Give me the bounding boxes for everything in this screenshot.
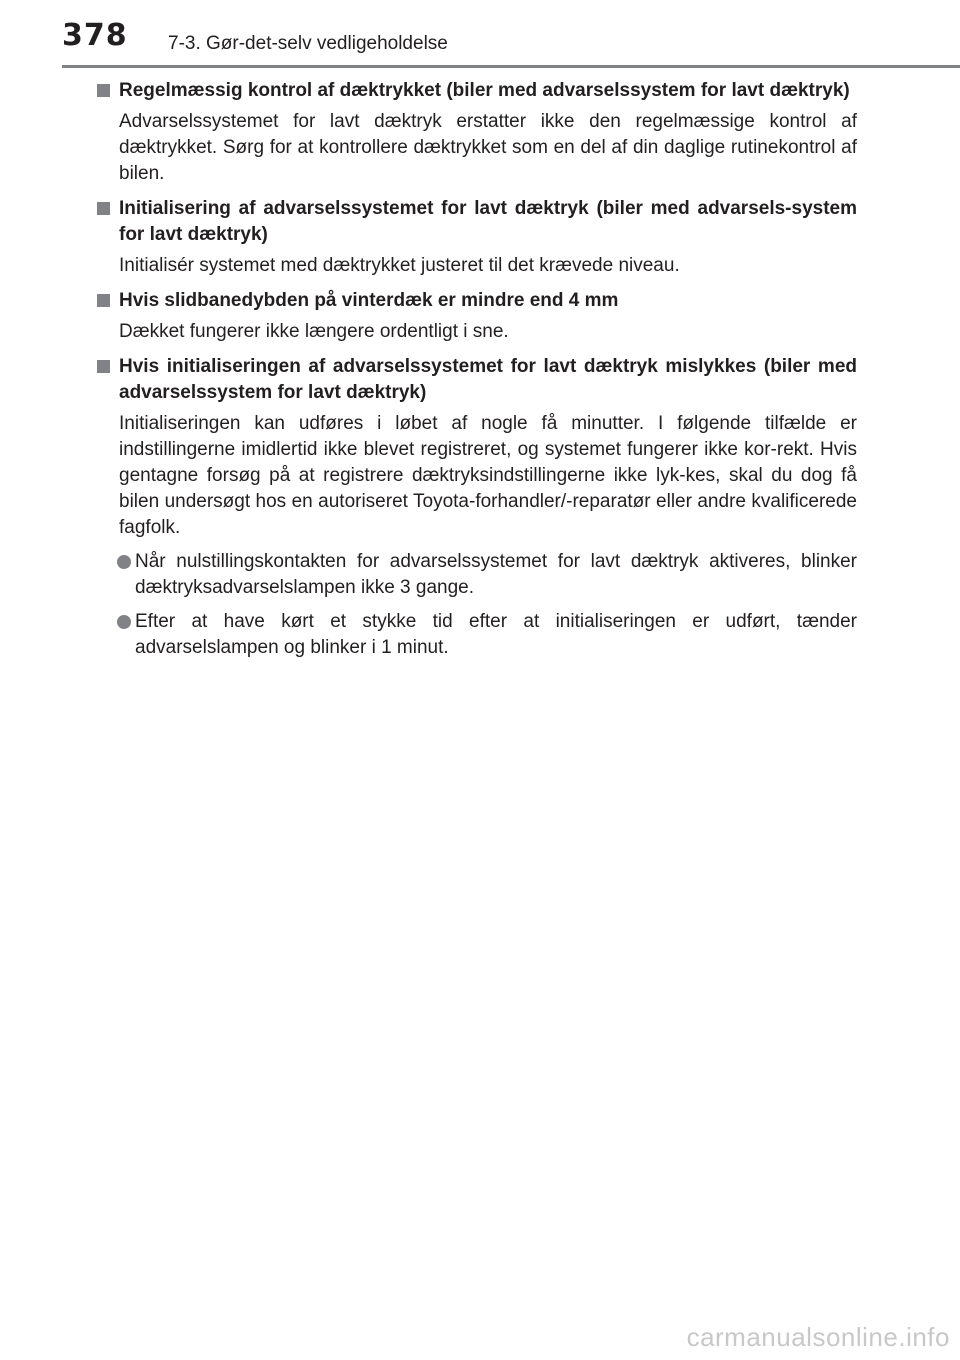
section-tire-pressure-check bbox=[95, 78, 857, 187]
section-title: 7-3. Gør-det-selv vedligeholdelse bbox=[168, 33, 448, 54]
list-item bbox=[95, 549, 857, 601]
section-heading-text: Hvis slidbanedybden på vinterdæk er mindre end 4 mm bbox=[119, 290, 619, 311]
square-bullet-icon bbox=[97, 294, 110, 307]
section-body: Initialiseringen kan udføres i løbet af nogle få minutter. I følgende tilfælde er indstillingerne imidlertid ikke blevet registreret, og systemet fungerer ikke kor-rekt. Hvis gentagne forsøg på at registrere dæktryksindstillingerne ikke lyk-kes, skal du dog få bilen undersøgt hos en autoriseret Toyota-forhandler/-reparatør eller andre kvalificerede fagfolk. bbox=[119, 413, 857, 538]
square-bullet-icon bbox=[97, 202, 110, 215]
section-heading-text: Regelmæssig kontrol af dæktrykket (biler med advarselssystem for lavt dæktryk) bbox=[119, 80, 850, 101]
square-bullet-icon bbox=[97, 360, 110, 373]
section-initialisation-failure bbox=[95, 354, 857, 661]
section-heading bbox=[95, 196, 857, 248]
list-item bbox=[95, 609, 857, 661]
circle-bullet-icon bbox=[117, 555, 131, 569]
page-content bbox=[95, 78, 857, 670]
watermark: carmanualsonline.info bbox=[686, 1322, 950, 1352]
header-rule bbox=[62, 65, 960, 68]
section-heading-text: Hvis initialiseringen af advarselssystemet for lavt dæktryk mislykkes (biler med advarselssystem for lavt dæktryk) bbox=[119, 356, 857, 403]
section-heading-text: Initialisering af advarselssystemet for lavt dæktryk (biler med advarsels-system for lavt dæktryk) bbox=[119, 198, 857, 245]
circle-bullet-icon bbox=[117, 615, 131, 629]
section-heading bbox=[95, 288, 857, 314]
section-body: Advarselssystemet for lavt dæktryk erstatter ikke den regelmæssige kontrol af dæktrykket. Sørg for at kontrollere dæktrykket som en del af din daglige rutinekontrol af bilen. bbox=[119, 111, 857, 184]
square-bullet-icon bbox=[97, 84, 110, 97]
section-body: Dækket fungerer ikke længere ordentligt i sne. bbox=[119, 321, 509, 342]
section-body: Initialisér systemet med dæktrykket justeret til det krævede niveau. bbox=[119, 255, 680, 276]
section-heading bbox=[95, 354, 857, 406]
section-initialisation bbox=[95, 196, 857, 279]
section-heading bbox=[95, 78, 857, 104]
list-item-text: Efter at have kørt et stykke tid efter at initialiseringen er udført, tænder advarselslampen og blinker i 1 minut. bbox=[135, 611, 857, 658]
section-winter-tread-depth bbox=[95, 288, 857, 345]
list-item-text: Når nulstillingskontakten for advarselssystemet for lavt dæktryk aktiveres, blinker dæktryksadvarselslampen ikke 3 gange. bbox=[135, 551, 857, 598]
page-header bbox=[0, 0, 960, 70]
page-number: 378 bbox=[62, 18, 128, 53]
